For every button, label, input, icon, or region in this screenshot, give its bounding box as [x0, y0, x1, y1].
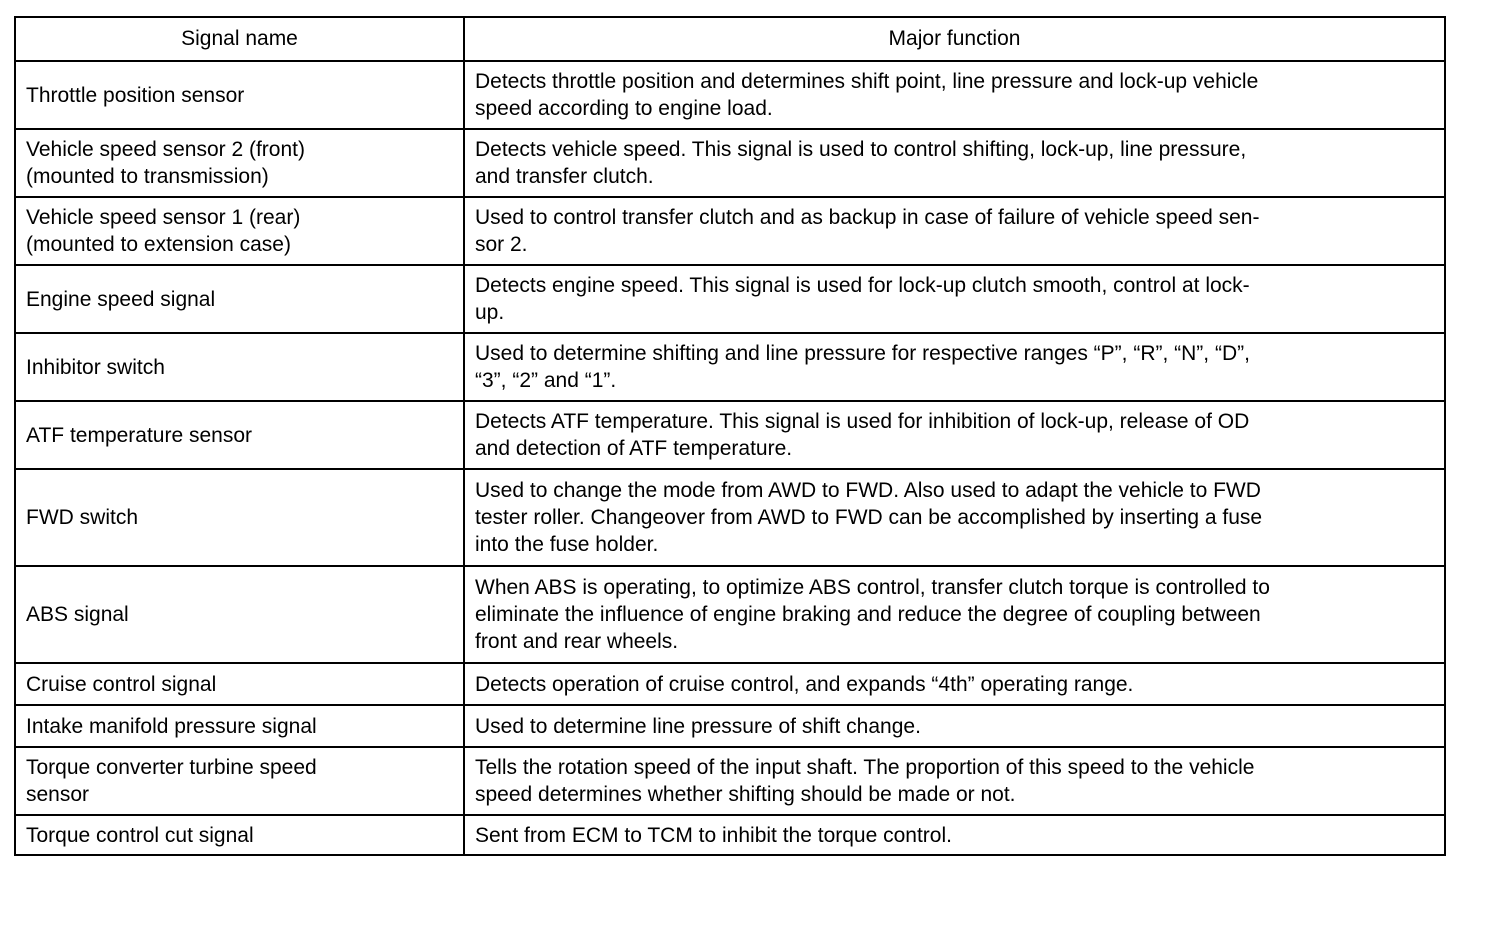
major-function-cell: Detects operation of cruise control, and expands “4th” operating range. [464, 663, 1445, 705]
signal-name-cell: Cruise control signal [15, 663, 464, 705]
table-row [15, 129, 1445, 197]
table-row [15, 815, 1445, 855]
signal-name-cell: Throttle position sensor [15, 61, 464, 129]
table-row [15, 401, 1445, 469]
table-row [15, 197, 1445, 265]
signal-name-cell: Torque control cut signal [15, 815, 464, 855]
header-signal-name: Signal name [15, 17, 464, 61]
major-function-cell: When ABS is operating, to optimize ABS control, transfer clutch torque is controlled to eliminate the influence of engine braking and reduce the degree of coupling between front and rear wheels. [464, 566, 1445, 663]
signal-function-table [14, 16, 1446, 856]
major-function-cell: Used to determine shifting and line pressure for respective ranges “P”, “R”, “N”, “D”, “3”, “2” and “1”. [464, 333, 1445, 401]
table-row [15, 469, 1445, 566]
signal-name-cell: Engine speed signal [15, 265, 464, 333]
major-function-cell: Detects throttle position and determines shift point, line pressure and lock-up vehicle speed according to engine load. [464, 61, 1445, 129]
table-row [15, 663, 1445, 705]
table-row [15, 333, 1445, 401]
major-function-cell: Used to change the mode from AWD to FWD. Also used to adapt the vehicle to FWD tester roller. Changeover from AWD to FWD can be accomplished by inserting a fuse into the fuse holder. [464, 469, 1445, 566]
table-row [15, 747, 1445, 815]
header-major-function: Major function [464, 17, 1445, 61]
major-function-cell: Sent from ECM to TCM to inhibit the torque control. [464, 815, 1445, 855]
header-row [15, 17, 1445, 61]
signal-name-cell: Vehicle speed sensor 1 (rear) (mounted to extension case) [15, 197, 464, 265]
table-row [15, 705, 1445, 747]
signal-name-cell: FWD switch [15, 469, 464, 566]
table-row [15, 265, 1445, 333]
signal-name-cell: Torque converter turbine speed sensor [15, 747, 464, 815]
table-row [15, 61, 1445, 129]
table-row [15, 566, 1445, 663]
signal-name-cell: Inhibitor switch [15, 333, 464, 401]
major-function-cell: Tells the rotation speed of the input shaft. The proportion of this speed to the vehicle speed determines whether shifting should be made or not. [464, 747, 1445, 815]
major-function-cell: Detects ATF temperature. This signal is used for inhibition of lock-up, release of OD and detection of ATF temperature. [464, 401, 1445, 469]
major-function-cell: Detects vehicle speed. This signal is used to control shifting, lock-up, line pressure, and transfer clutch. [464, 129, 1445, 197]
signal-name-cell: ABS signal [15, 566, 464, 663]
major-function-cell: Detects engine speed. This signal is used for lock-up clutch smooth, control at lock- up. [464, 265, 1445, 333]
major-function-cell: Used to determine line pressure of shift change. [464, 705, 1445, 747]
signal-name-cell: Intake manifold pressure signal [15, 705, 464, 747]
signal-name-cell: ATF temperature sensor [15, 401, 464, 469]
signal-name-cell: Vehicle speed sensor 2 (front) (mounted to transmission) [15, 129, 464, 197]
major-function-cell: Used to control transfer clutch and as backup in case of failure of vehicle speed sen- sor 2. [464, 197, 1445, 265]
